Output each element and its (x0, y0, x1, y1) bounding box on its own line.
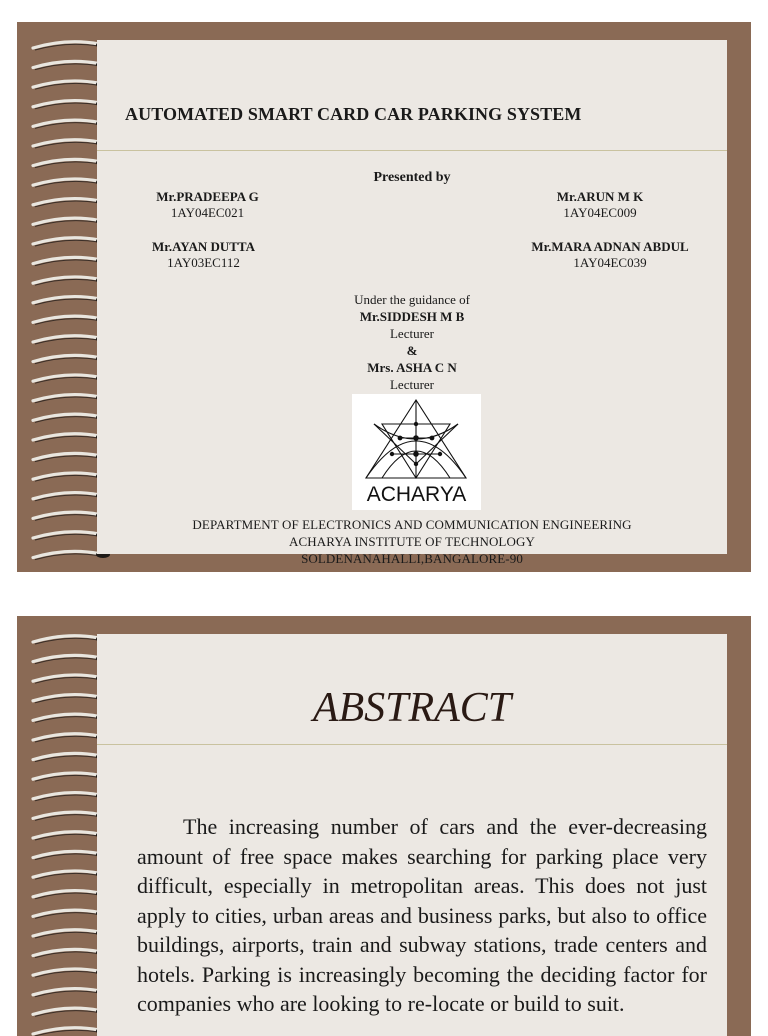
acharya-emblem-icon (352, 394, 481, 484)
slide-paper (97, 634, 727, 1036)
student-name: Mr.PRADEEPA G (156, 189, 259, 204)
student-2 (545, 189, 655, 221)
guidance-block (97, 291, 727, 393)
guide-2-name: Mrs. ASHA C N (367, 360, 457, 375)
address-line: SOLDENANAHALLI,BANGALORE-90 (301, 551, 523, 566)
guidance-intro: Under the guidance of (354, 292, 470, 307)
ampersand: & (406, 343, 418, 358)
student-id: 1AY04EC039 (573, 255, 647, 270)
student-id: 1AY03EC112 (167, 255, 240, 270)
title-slide (17, 22, 751, 572)
guide-1-role: Lecturer (389, 326, 435, 341)
abstract-paragraph: The increasing number of cars and the ever-decreasing amount of free space makes searching for parking place very difficult, especially in metropolitan areas. This does not just apply to cities, urban areas and business parks, but also to office buildings, airports, train and subway stations, trade centers and hotels. Parking is increasingly becoming the deciding factor for companies who are looking to re-locate or build to suit. (137, 814, 707, 1016)
department-line: DEPARTMENT OF ELECTRONICS AND COMMUNICATION ENGINEERING (192, 517, 632, 532)
student-name: Mr.ARUN M K (556, 189, 644, 204)
divider-line (97, 150, 727, 151)
acharya-logo (352, 394, 481, 510)
slide-title: ABSTRACT (312, 685, 512, 731)
department-block (97, 516, 727, 567)
slide-paper (97, 40, 727, 566)
guide-1-name: Mr.SIDDESH M B (359, 309, 465, 324)
logo-wordmark: ACHARYA (366, 483, 467, 506)
student-id: 1AY04EC009 (563, 205, 637, 220)
institute-line: ACHARYA INSTITUTE OF TECHNOLOGY (289, 534, 535, 549)
guide-2-role: Lecturer (389, 377, 435, 392)
student-4 (515, 239, 705, 271)
student-name: Mr.AYAN DUTTA (151, 239, 256, 254)
student-id: 1AY04EC021 (170, 205, 245, 220)
divider-line (97, 744, 727, 745)
student-3 (141, 239, 266, 271)
abstract-slide (17, 616, 751, 1036)
student-1 (145, 189, 270, 221)
presented-by-label: Presented by (373, 170, 451, 185)
slide-title: AUTOMATED SMART CARD CAR PARKING SYSTEM (125, 104, 582, 124)
student-name: Mr.MARA ADNAN ABDUL (531, 239, 689, 254)
